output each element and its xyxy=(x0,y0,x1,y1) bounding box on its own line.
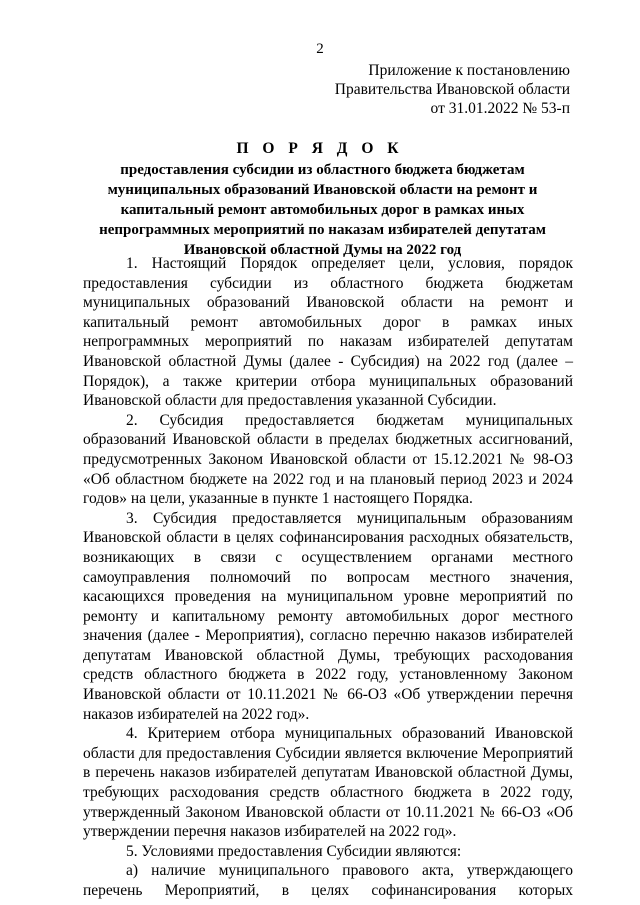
paragraph-3: 3. Субсидия предоставляется муниципальным образованиям Ивановской области в целях софинансирования расходных обязательств, возникающих в связи с осуществлением органами местного самоуправления полномочий по вопросам местного значения, касающихся проведения на муниципальном уровне мероприятий по ремонту и капитальному ремонту автомобильных дорог местного значения (далее - Мероприятия), согласно перечню наказов избирателей депутатам Ивановской областной Думы, требующих расходования средств областного бюджета в 2022 году, установленному Законом Ивановской области от 10.11.2021 № 66-ОЗ «Об утверждении перечня наказов избирателей на 2022 год». xyxy=(83,509,573,723)
subtitle-line: Ивановской областной Думы на 2022 год xyxy=(183,242,462,258)
subtitle-line: непрограммных мероприятий по наказам избирателей депутатам xyxy=(99,222,546,238)
subtitle-line: предоставления субсидии из областного бюджета бюджетам xyxy=(120,162,525,178)
appendix-line: от 31.01.2022 № 53-п xyxy=(430,100,570,117)
appendix-line: Приложение к постановлению xyxy=(368,62,570,79)
page-number: 2 xyxy=(316,41,324,57)
paragraph-4: 4. Критерием отбора муниципальных образований Ивановской области для предоставления Субсидии является включение Мероприятий в перечень наказов избирателей депутатам Ивановской областной Думы, требующих расходования средств областного бюджета в 2022 году, утвержденный Законом Ивановской области от 10.11.2021 № 66-ОЗ «Об утверждении перечня наказов избирателей на 2022 год». xyxy=(83,725,573,841)
appendix-line: Правительства Ивановской области xyxy=(334,81,570,98)
document-title: П О Р Я Д О К xyxy=(236,140,404,157)
paragraph-5: 5. Условиями предоставления Субсидии являются: xyxy=(126,842,462,860)
document-body xyxy=(83,254,573,901)
document-subtitle xyxy=(95,160,550,260)
subtitle-line: муниципальных образований Ивановской области на ремонт и xyxy=(107,182,538,198)
paragraph-6: а) наличие муниципального правового акта, утверждающего перечень Мероприятий, в целях софинансирования которых xyxy=(83,862,573,899)
appendix-reference xyxy=(250,61,570,118)
paragraph-1: 1. Настоящий Порядок определяет цели, условия, порядок предоставления субсидии из областного бюджета бюджетам муниципальных образований Ивановской области на ремонт и капитальный ремонт автомобильных дорог в рамках иных непрограммных мероприятий по наказам избирателей депутатам Ивановской областной Думы (далее - Субсидия) на 2022 год (далее – Порядок), а также критерии отбора муниципальных образований Ивановской области для предоставления указанной Субсидии. xyxy=(83,255,573,410)
subtitle-line: капитальный ремонт автомобильных дорог в рамках иных xyxy=(120,202,525,218)
paragraph-2: 2. Субсидия предоставляется бюджетам муниципальных образований Ивановской области в пределах бюджетных ассигнований, предусмотренных Законом Ивановской области от 15.12.2021 № 98-ОЗ «Об областном бюджете на 2022 год и на плановый период 2023 и 2024 годов» на цели, указанные в пункте 1 настоящего Порядка. xyxy=(83,411,573,508)
